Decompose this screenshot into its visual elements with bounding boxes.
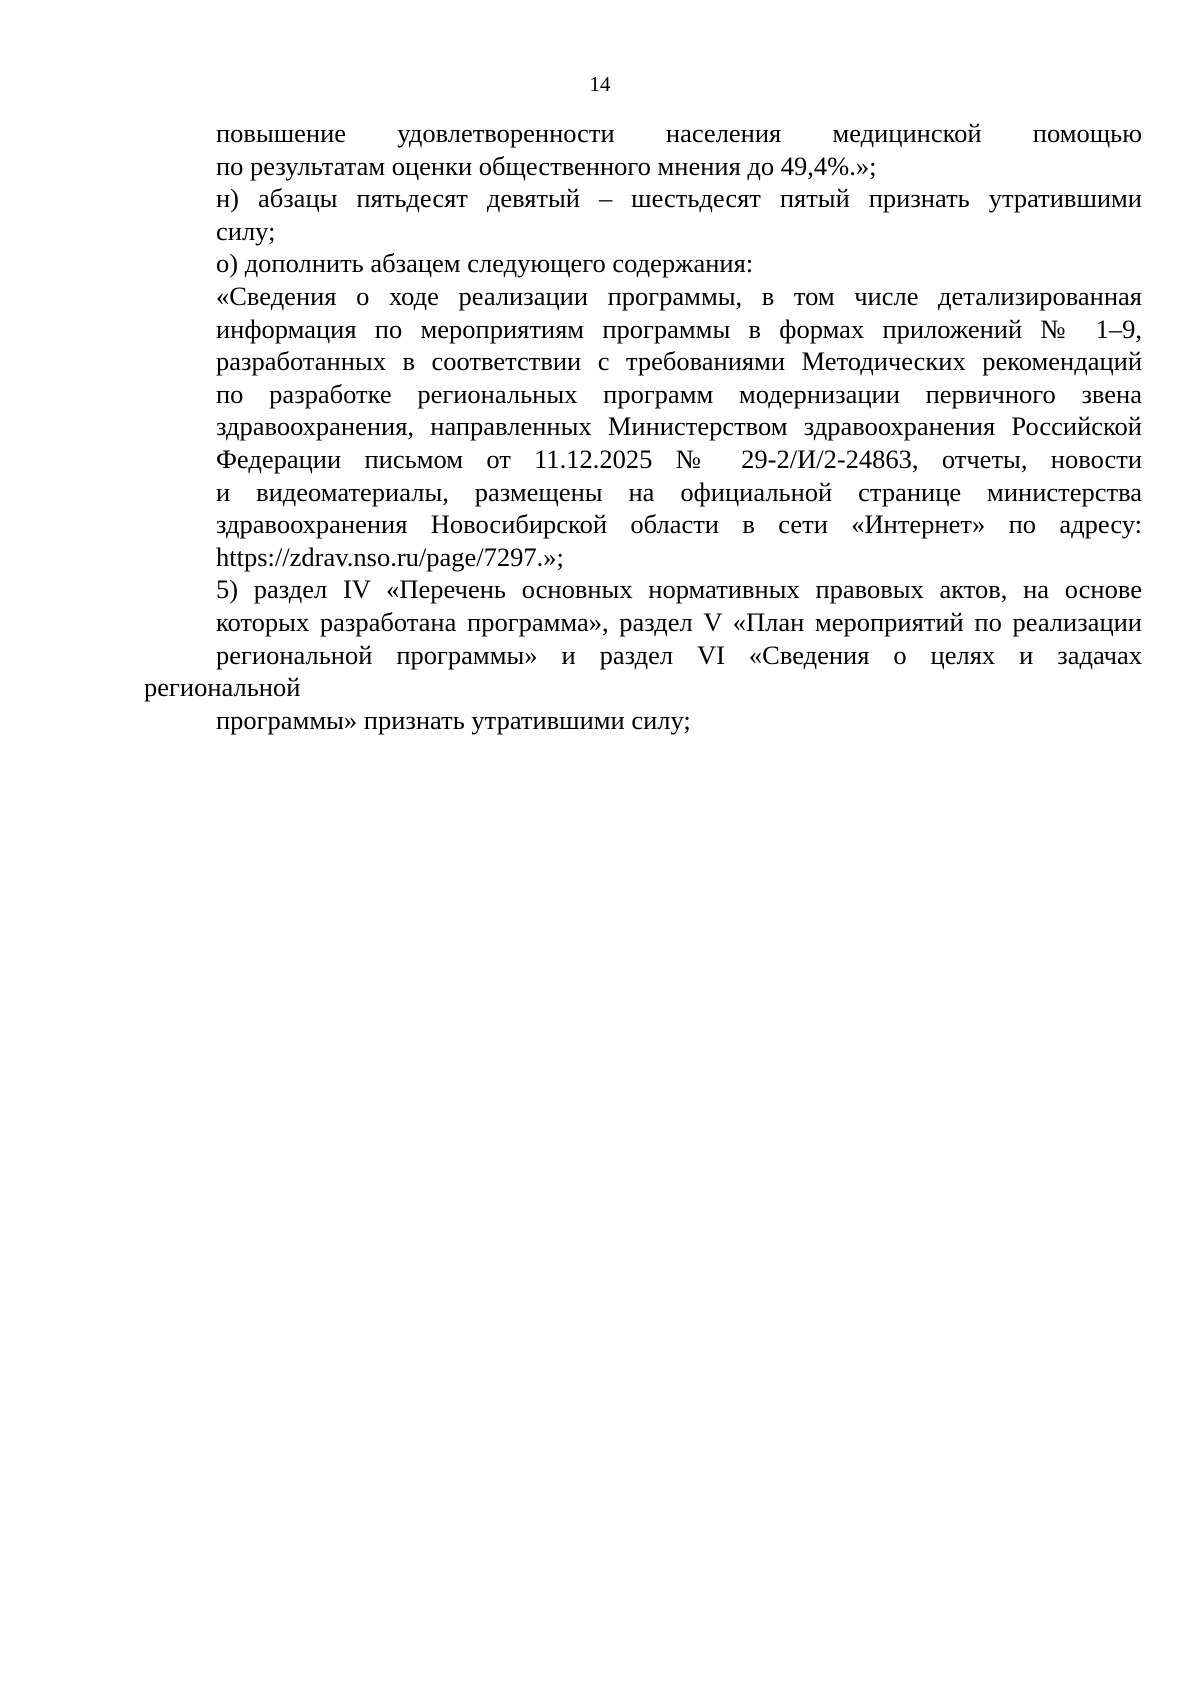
text-line: здравоохранения, направленных Министерством здравоохранения Российской (216, 411, 1142, 442)
text-line: по результатам оценки общественного мнения до 49,4%.»; (216, 150, 877, 181)
text-line: региональной программы» и раздел VI «Сведения о целях и задачах региональной (144, 639, 1142, 703)
text-line: силу; (216, 215, 276, 246)
text-line: разработанных в соответствии с требованиями Методических рекомендаций (216, 346, 1142, 377)
paragraph-item-n (144, 182, 1142, 247)
text-line: «Сведения о ходе реализации программы, в том числе детализированная (216, 280, 1142, 311)
paragraph-item-o (144, 247, 1142, 280)
text-line: информация по мероприятиям программы в формах приложений № 1–9, (216, 313, 1142, 344)
paragraph-item-5 (144, 573, 1142, 736)
text-line: Федерации письмом от 11.12.2025 № 29-2/И/2-24863, отчеты, новости (216, 443, 1142, 474)
text-line: повышение удовлетворенности населения медицинской помощью (216, 118, 1142, 148)
text-line: 5) раздел IV «Перечень основных нормативных правовых актов, на основе (216, 574, 1142, 605)
text-line: н) абзацы пятьдесят девятый – шестьдесят пятый признать утратившими (216, 183, 1142, 214)
text-line: по разработке региональных программ модернизации первичного звена (216, 378, 1142, 409)
text-line: программы» признать утратившими силу; (216, 704, 691, 735)
text-line: здравоохранения Новосибирской области в сети «Интернет» по адресу: (216, 509, 1142, 540)
paragraph-satisfaction-target (144, 117, 1142, 182)
page-number: 14 (589, 72, 611, 96)
text-line: https://zdrav.nso.ru/page/7297.»; (216, 541, 564, 572)
text-line: которых разработана программа», раздел V «План мероприятий по реализации (216, 606, 1142, 637)
text-line: и видеоматериалы, размещены на официальной странице министерства (216, 476, 1142, 507)
text-line: о) дополнить абзацем следующего содержания: (216, 248, 754, 279)
paragraph-program-info (144, 280, 1142, 573)
document-body (144, 117, 1142, 736)
